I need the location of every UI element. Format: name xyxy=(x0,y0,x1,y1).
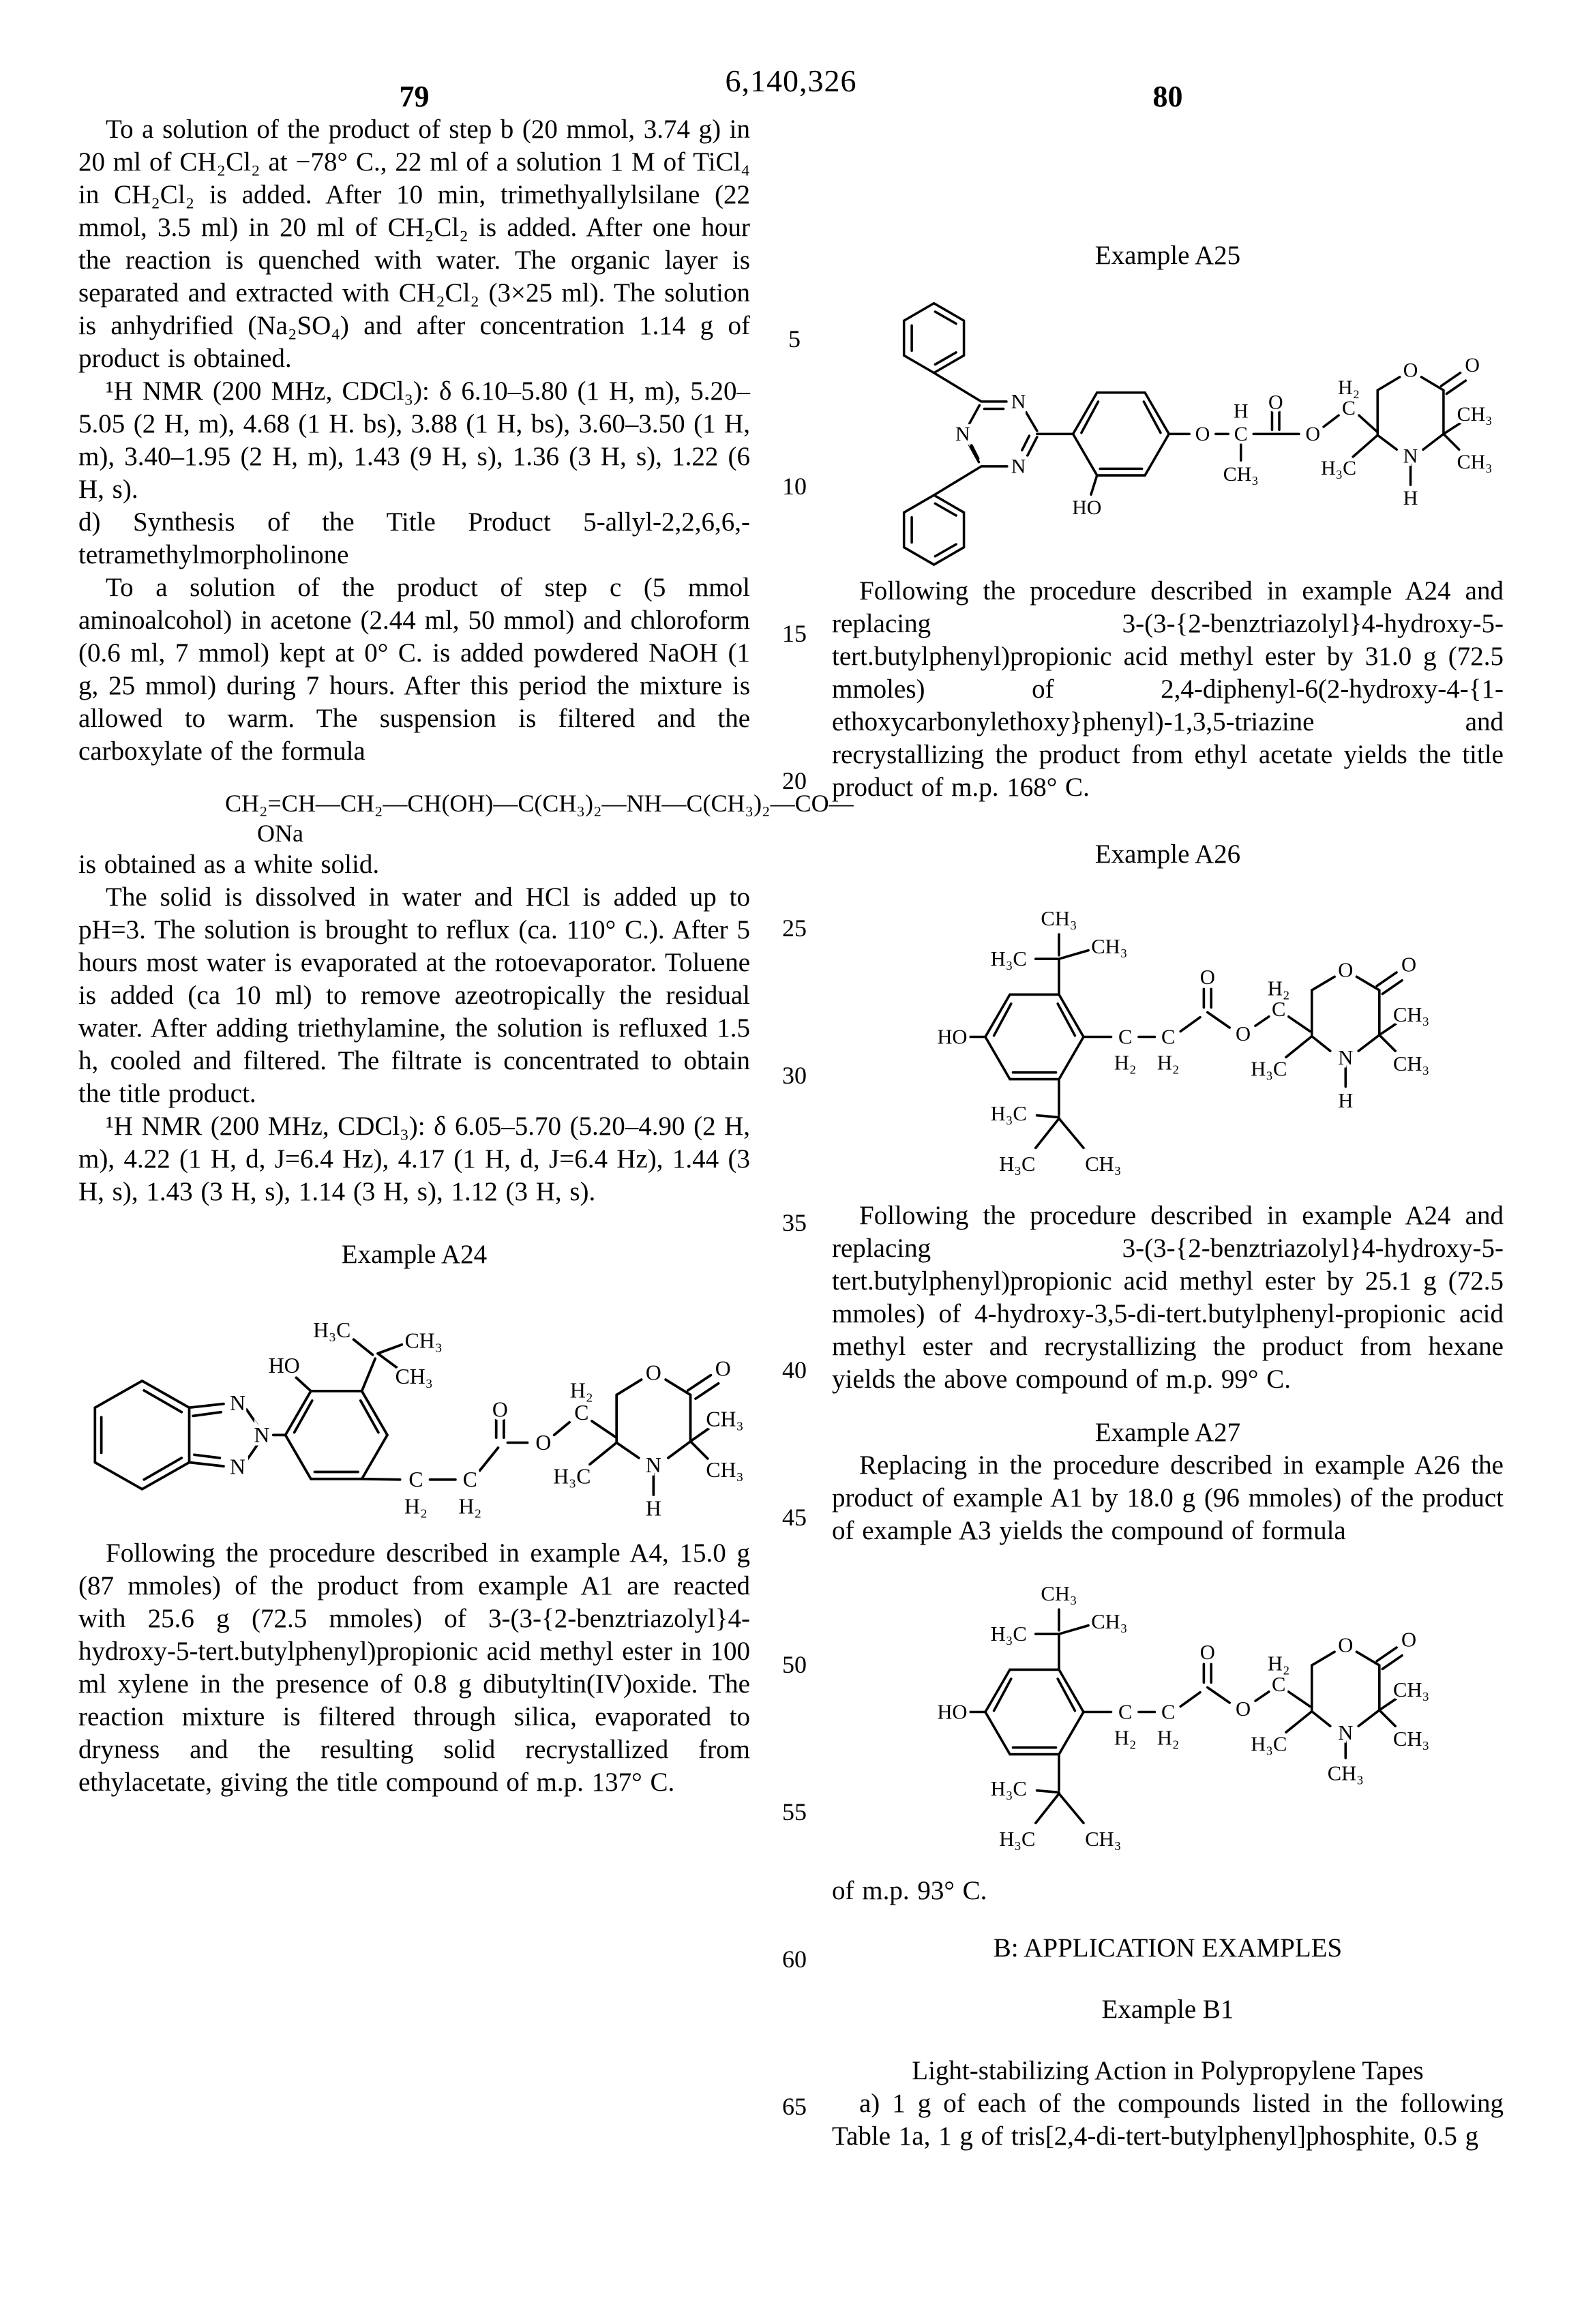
structure-a24-drawing xyxy=(78,1282,753,1537)
atom-label: CH₃ xyxy=(404,1328,443,1353)
line-number: 10 xyxy=(782,473,807,500)
phenol-ring xyxy=(286,1391,387,1479)
heading-b1-subtitle: Light-stabilizing Action in Polypropylene Tapes xyxy=(912,2056,1424,2085)
atom-label: O xyxy=(1338,958,1354,982)
atom-label: H₃C xyxy=(1251,1057,1287,1081)
bond-lines xyxy=(970,1609,1397,1823)
atom-label: O xyxy=(1338,1633,1354,1657)
atom-label: H xyxy=(1403,486,1418,509)
atom-label: O xyxy=(1195,422,1210,445)
atom-label: H₃C xyxy=(999,1827,1036,1851)
atom-label: CH₃ xyxy=(1091,1610,1128,1634)
atom-label: O xyxy=(492,1397,508,1422)
atom-label: CH₃ xyxy=(1393,1727,1430,1751)
phenol-ring xyxy=(985,994,1084,1079)
atom-label: H₂ xyxy=(1114,1726,1137,1750)
line-number: 45 xyxy=(782,1504,807,1531)
atom-label: H₃C xyxy=(999,1152,1036,1176)
atom-label: CH₃ xyxy=(1041,1581,1077,1605)
atom-label: CH₃ xyxy=(1327,1761,1364,1785)
atom-label: H₃C xyxy=(1321,457,1357,480)
atom-label: H₃C xyxy=(553,1464,591,1489)
structure-a25-drawing xyxy=(832,287,1504,575)
atom-label: N xyxy=(1338,1721,1354,1745)
atom-label: HO xyxy=(1072,496,1102,520)
atom-label: O xyxy=(1199,966,1215,989)
atom-label: O xyxy=(1235,1697,1251,1720)
atom-label: H₂ xyxy=(1267,977,1290,1000)
heading-example-a25: Example A25 xyxy=(1094,241,1241,270)
right-column xyxy=(832,0,1504,2153)
atom-label: CH₃ xyxy=(1085,1152,1122,1176)
atom-label: H₂ xyxy=(1267,1652,1290,1675)
atom-label: H₃C xyxy=(990,1777,1027,1800)
atom-label: C xyxy=(1118,1700,1133,1724)
atom-label: HO xyxy=(937,1700,968,1724)
atom-label: CH₃ xyxy=(1457,402,1493,426)
atom-label: N xyxy=(230,1391,245,1416)
atom-label: O xyxy=(535,1431,552,1455)
atom-label: HO xyxy=(268,1354,300,1378)
atom-label: C xyxy=(462,1468,477,1492)
paragraph-step-c: To a solution of the product of step c (5 mmol aminoalcohol) in acetone (2.44 ml, 50 mmol) and chloroform (0.6 ml, 7 mmol) kept at 0° C. is added powdered NaOH (1 g, 25 mmol) during 7 hours. After this period the mixture is allowed to warm. The suspension is filtered and the carboxylate of the formula xyxy=(78,573,750,766)
heading-example-a24: Example A24 xyxy=(341,1240,488,1269)
atom-label: H xyxy=(1338,1089,1354,1113)
paragraph-nmr-2: ¹H NMR (200 MHz, CDCl₃): δ 6.05–5.70 (5.20–4.90 (2 H, m), 4.22 (1 H, d, J=6.4 Hz), 4.17 (1 H, d, J=6.4 Hz), 1.44 (3 H, s), 1.43 (3 H, s), 1.14 (3 H, s), 1.12 (3 H, s). xyxy=(78,1112,750,1206)
atom-label: CH₃ xyxy=(1091,935,1128,959)
line-number: 40 xyxy=(782,1356,807,1384)
atom-label: O xyxy=(645,1360,661,1385)
phenol-ring xyxy=(985,1669,1084,1754)
atom-label: O xyxy=(1268,391,1283,414)
line-number: 35 xyxy=(782,1209,807,1236)
line-number: 15 xyxy=(782,620,807,647)
atom-label: H₂ xyxy=(1156,1726,1180,1750)
atom-label: O xyxy=(1199,1641,1215,1665)
formula-ona: ONa xyxy=(257,820,303,847)
heading-example-a26: Example A26 xyxy=(1094,839,1241,869)
atom-label: HO xyxy=(937,1025,968,1049)
line-number: 55 xyxy=(782,1798,807,1826)
heading-section-b: B: APPLICATION EXAMPLES xyxy=(993,1933,1343,1963)
atom-label: N xyxy=(1338,1046,1354,1070)
structure-a27-drawing xyxy=(832,1555,1446,1875)
atom-label: CH₃ xyxy=(706,1407,744,1431)
atom-label: CH₃ xyxy=(1393,1678,1430,1702)
atom-label: H₃C xyxy=(1251,1732,1287,1756)
atom-label: H₃C xyxy=(313,1317,351,1342)
atom-label: O xyxy=(1465,353,1480,376)
phenol-ring xyxy=(1073,393,1169,475)
atom-label: C xyxy=(408,1468,423,1492)
atom-label: C xyxy=(574,1401,589,1425)
paragraph-b1-intro: a) 1 g of each of the compounds listed in the following Table 1a, 1 g of tris[2,4-di-tert-butylphenyl]phosphite, 0.5 g xyxy=(832,2089,1504,2151)
paragraph-hcl: The solid is dissolved in water and HCl is added up to pH=3. The solution is brought to reflux (ca. 110° C.). After 5 hours most water is evaporated at the rotoevaporator. Toluene is added (ca 10 ml) to remove azeotropically the residual water. After adding triethylamine, the solution is refluxed 1.5 h, cooled and filtered. The filtrate is concentrated to obtain the title product. xyxy=(78,882,750,1108)
atom-label: C xyxy=(1161,1700,1176,1724)
structure-a26-drawing xyxy=(832,880,1446,1200)
atom-label: C xyxy=(1271,1673,1286,1696)
atom-label: H₂ xyxy=(569,1378,593,1403)
paragraph-step-b: To a solution of the product of step b (20 mmol, 3.74 g) in 20 ml of CH₂Cl₂ at −78° C., 22 ml of a solution 1 M of TiCl₄ in CH₂Cl₂ is added. After 10 min, trimethyallylsilane (22 mmol, 3.5 ml) in 20 ml of CH₂Cl₂ is added. After one hour the reaction is quenched with water. The organic layer is separated and extracted with CH₂Cl₂ (3×25 ml). The solution is anhydrified (Na₂SO₄) and after concentration 1.14 g of product is obtained. xyxy=(78,115,750,373)
atom-label: N xyxy=(1403,445,1418,468)
atom-label: C xyxy=(1161,1025,1176,1049)
atom-label: O xyxy=(1401,1628,1417,1652)
atom-label: CH₃ xyxy=(395,1364,433,1388)
atom-label: CH₃ xyxy=(1085,1827,1122,1851)
inline-formula xyxy=(78,788,854,848)
line-number: 50 xyxy=(782,1651,807,1678)
atom-label: CH₃ xyxy=(1393,1052,1430,1076)
line-number: 60 xyxy=(782,1946,807,1973)
atom-label: H₃C xyxy=(990,1102,1027,1125)
paragraph-white-solid: is obtained as a white solid. xyxy=(78,850,380,879)
atom-label: CH₃ xyxy=(1457,451,1493,474)
paragraph-mp-93: of m.p. 93° C. xyxy=(832,1876,987,1905)
column-number-left: 79 xyxy=(399,80,430,113)
paragraph-a27-procedure: Replacing in the procedure described in example A26 the product of example A1 by 18.0 g (96 mmoles) of the product of example A3 yields the compound of formula xyxy=(832,1450,1504,1545)
paragraph-nmr-1: ¹H NMR (200 MHz, CDCl₃): δ 6.10–5.80 (1 H, m), 5.20–5.05 (2 H, m), 4.68 (1 H. bs), 3.88 (1 H, bs), 3.60–3.50 (1 H, m), 3.40–1.95 (2 H, m), 1.43 (9 H, s), 1.36 (3 H, s), 1.22 (6 H, s). xyxy=(78,376,750,504)
atom-label: CH₃ xyxy=(1393,1003,1430,1027)
atom-label: CH₃ xyxy=(706,1458,744,1483)
line-number: 30 xyxy=(782,1062,807,1089)
atom-label: O xyxy=(715,1356,731,1381)
line-number: 25 xyxy=(782,914,807,942)
line-number: 65 xyxy=(782,2093,807,2120)
atom-label: N xyxy=(1011,455,1026,478)
atom-label: CH₃ xyxy=(1223,462,1259,486)
atom-label: H₂ xyxy=(404,1494,428,1519)
atom-label: H₂ xyxy=(1156,1051,1180,1075)
atom-label: H xyxy=(645,1496,661,1521)
atom-label: CH₃ xyxy=(1041,906,1077,930)
atom-label: C xyxy=(1234,422,1248,445)
atom-label: O xyxy=(1403,359,1418,382)
atom-label: O xyxy=(1235,1022,1251,1045)
line-number: 20 xyxy=(782,767,807,794)
bond-lines xyxy=(190,1339,710,1495)
column-number-right: 80 xyxy=(1152,80,1183,113)
atom-label: H₃C xyxy=(990,1622,1027,1646)
line-number: 5 xyxy=(788,325,801,353)
atom-label: N xyxy=(1011,390,1026,413)
atom-label: H₂ xyxy=(1338,376,1360,400)
atom-label: N xyxy=(955,422,970,445)
atom-label: H xyxy=(1233,400,1249,423)
paragraph-a24-procedure: Following the procedure described in example A4, 15.0 g (87 mmoles) of the product from example A1 are reacted with 25.6 g (72.5 mmoles) of 3-(3-{2-benztriazolyl}4-hydroxy-5-tert.butylphenyl)propionic acid methyl ester in 100 ml xylene in the presence of 0.8 g dibutyltin(IV)oxide. The reaction mixture is filtered through silica, evaporated to dryness and the resulting solid recrystallized from ethylacetate, giving the title compound of m.p. 137° C. xyxy=(78,1538,750,1797)
paragraph-a25-procedure: Following the procedure described in example A24 and replacing 3-(3-{2-benztriazolyl}4-hydroxy-5-tert.butylphenyl)propionic acid methyl ester by 31.0 g (72.5 mmoles) of 2,4-diphenyl-6(2-hydroxy-4-{1-ethoxycarbonylethoxy}phenyl)-1,3,5-triazine and recrystallizing the product from ethyl acetate yields the title product of m.p. 168° C. xyxy=(832,576,1504,802)
atom-label: O xyxy=(1401,953,1417,977)
heading-synthesis-d: d) Synthesis of the Title Product 5-allyl-2,2,6,6,-tetramethylmorpholinone xyxy=(78,507,750,569)
heading-example-b1: Example B1 xyxy=(1101,1995,1234,2024)
paragraph-a26-procedure: Following the procedure described in example A24 and replacing 3-(3-{2-benztriazolyl}4-hydroxy-5-tert.butylphenyl)propionic acid methyl ester by 25.1 g (72.5 mmoles) of 4-hydroxy-3,5-di-tert.butylphenyl-propionic acid methyl ester and recrystallizing the product from hexane yields the above compound of m.p. 99° C. xyxy=(832,1201,1504,1394)
atom-label: C xyxy=(1271,998,1286,1021)
atom-label: H₂ xyxy=(1114,1051,1137,1075)
atom-label: N xyxy=(254,1422,270,1447)
atom-label: H₂ xyxy=(458,1494,482,1519)
atom-label: C xyxy=(1342,397,1356,420)
atom-label: N xyxy=(645,1452,661,1477)
atom-label: O xyxy=(1305,422,1321,445)
bond-lines xyxy=(970,934,1397,1148)
heading-example-a27: Example A27 xyxy=(1094,1418,1241,1447)
atom-label: C xyxy=(1118,1025,1133,1049)
atom-label: N xyxy=(230,1455,245,1479)
atom-label: H₃C xyxy=(990,947,1027,971)
benzene-ring xyxy=(95,1381,189,1489)
formula-main-line: CH₂=CH—CH₂—CH(OH)—C(CH₃)₂—NH—C(CH₃)₂—CO— xyxy=(225,790,854,817)
patent-number: 6,140,326 xyxy=(725,63,857,98)
